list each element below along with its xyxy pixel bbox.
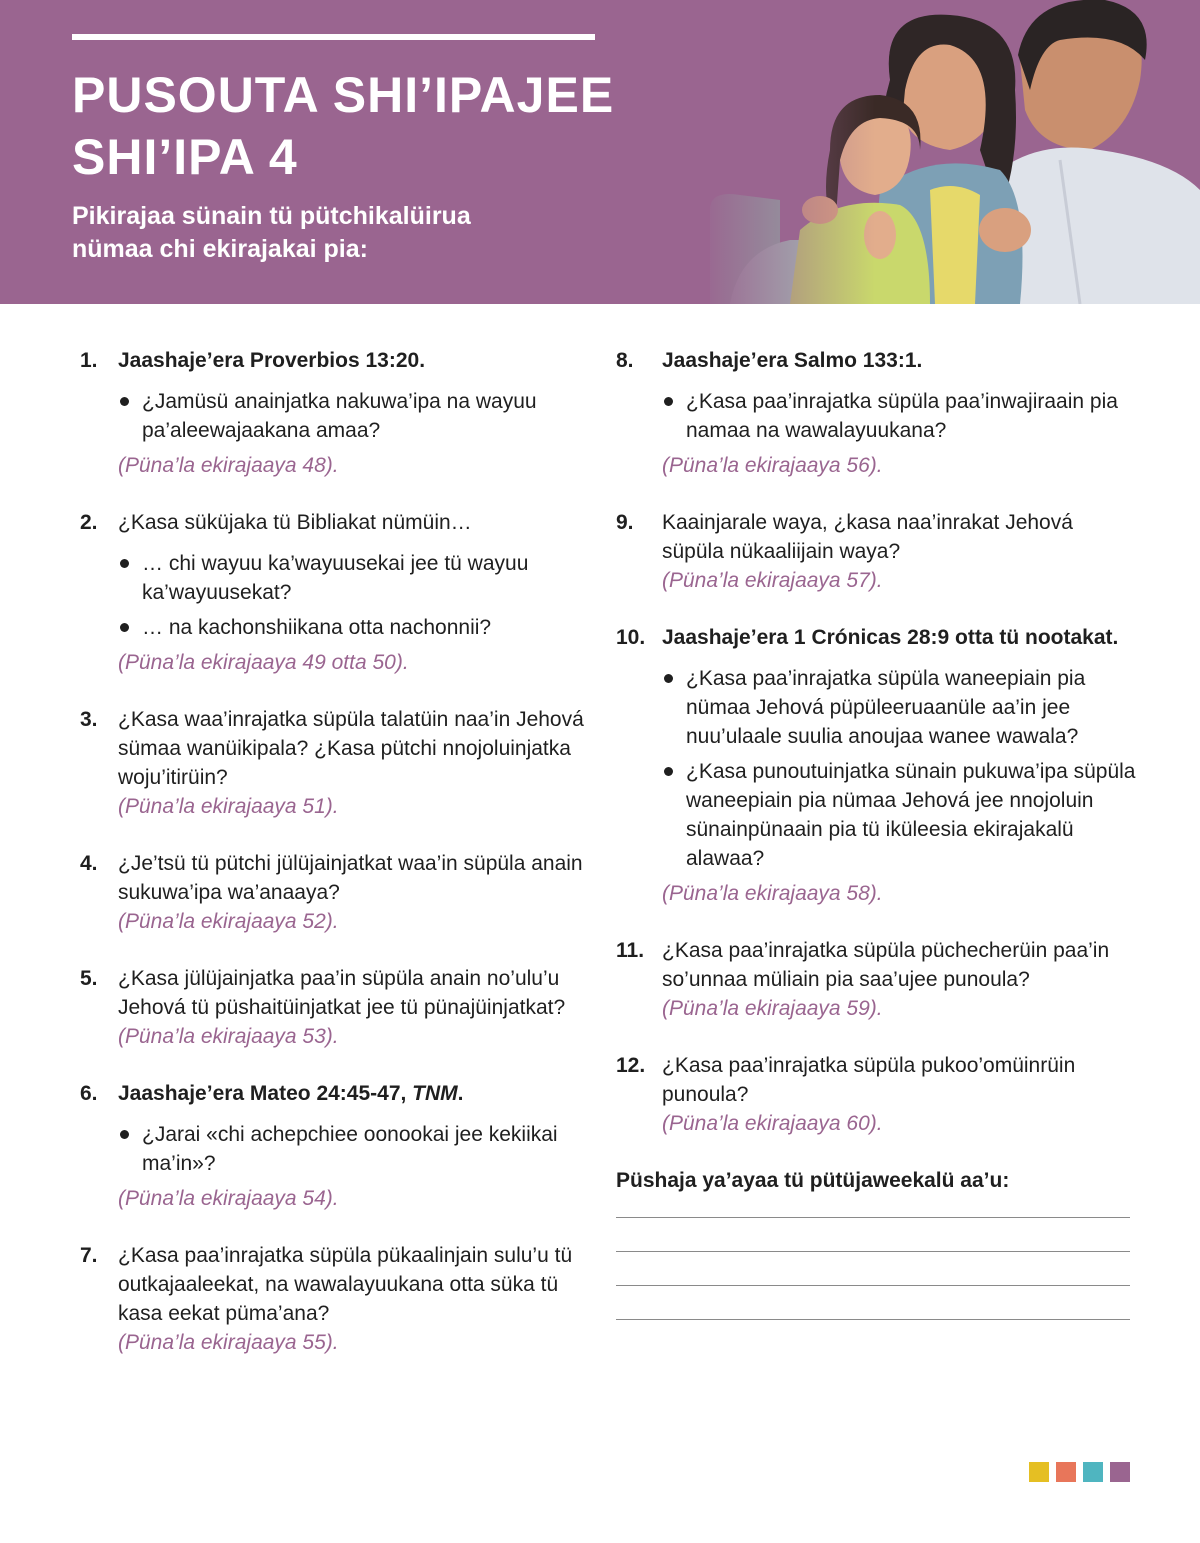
note-line[interactable] xyxy=(616,1285,1130,1286)
reference-note: (Püna’la ekirajaaya 54). xyxy=(118,1187,339,1210)
question-text: ¿Kasa paa’inrajatka süpüla püchecherüin paa’in so’unnaa müliain pia saa’ujee punoula? xyxy=(662,939,1110,991)
question-9 xyxy=(616,508,1136,595)
question-text: ¿Kasa paa’inrajatka süpüla pukoo’omüinrüin punoula? xyxy=(662,1054,1076,1106)
question-number: 11. xyxy=(616,939,645,962)
reference-note: (Püna’la ekirajaaya 51). xyxy=(118,795,339,818)
reference-note: (Püna’la ekirajaaya 52). xyxy=(118,910,339,933)
question-number: 1. xyxy=(80,349,98,372)
note-line[interactable] xyxy=(616,1319,1130,1320)
question-11 xyxy=(616,936,1136,1023)
question-number: 12. xyxy=(616,1054,646,1077)
reference-note: (Püna’la ekirajaaya 58). xyxy=(662,882,883,905)
questions-left-column xyxy=(80,346,600,1385)
sub-questions xyxy=(118,549,600,642)
question-number: 10. xyxy=(616,626,646,649)
question-number: 6. xyxy=(80,1082,98,1105)
family-praying-illustration xyxy=(700,0,1200,304)
reference-note: (Püna’la ekirajaaya 53). xyxy=(118,1025,339,1048)
questions-right-column xyxy=(616,346,1136,1353)
sub-questions xyxy=(662,387,1136,445)
sub-question: ¿Kasa paa’inrajatka süpüla waneepiain pia nümaa Jehová püpüleeruaanüle aa’in jee nuu’ulaale suulia anoujaa wanee wawala? xyxy=(662,664,1136,751)
question-2 xyxy=(80,508,600,677)
question-text: Jaashaje’era Proverbios 13:20. xyxy=(118,349,426,372)
sub-question: … chi wayuu ka’wayuusekai jee tü wayuu ka’wayuusekat? xyxy=(118,549,600,607)
question-10 xyxy=(616,623,1136,908)
reference-note: (Püna’la ekirajaaya 59). xyxy=(662,997,883,1020)
question-text-main: Jaashaje’era Mateo 24:45-47, xyxy=(118,1082,407,1105)
header-rule xyxy=(72,34,595,40)
question-1 xyxy=(80,346,600,480)
swatch-coral xyxy=(1056,1462,1076,1482)
header-banner xyxy=(0,0,1200,304)
question-number: 4. xyxy=(80,852,98,875)
sub-question: ¿Jarai «chi achepchiee oonookai jee kekiikai ma’in»? xyxy=(118,1120,600,1178)
question-text: ¿Kasa süküjaka tü Bibliakat nümüin… xyxy=(118,511,472,534)
notes-title: Püshaja ya’ayaa tü pütüjaweekalü aa’u: xyxy=(616,1169,1010,1192)
reference-note: (Püna’la ekirajaaya 60). xyxy=(662,1112,883,1135)
question-text-italic: TNM xyxy=(406,1082,458,1105)
question-text xyxy=(118,1082,464,1105)
sub-question: ¿Jamüsü anainjatka nakuwa’ipa na wayuu pa’aleewajaakana amaa? xyxy=(118,387,600,445)
swatch-teal xyxy=(1083,1462,1103,1482)
note-line[interactable] xyxy=(616,1217,1130,1218)
question-text: Jaashaje’era 1 Crónicas 28:9 otta tü nootakat. xyxy=(662,626,1119,649)
question-text: ¿Kasa jülüjainjatka paa’in süpüla anain no’ulu’u Jehová tü püshaitüinjatkat jee tü pünajüinjatkat? xyxy=(118,967,566,1019)
question-7 xyxy=(80,1241,600,1357)
swatch-yellow xyxy=(1029,1462,1049,1482)
question-text: ¿Kasa paa’inrajatka süpüla pükaalinjain sulu’u tü outkajaaleekat, na wawalayuukana otta süka tü kasa eekat püma’ana? xyxy=(118,1244,573,1325)
question-4 xyxy=(80,849,600,936)
question-3 xyxy=(80,705,600,821)
note-line[interactable] xyxy=(616,1251,1130,1252)
question-5 xyxy=(80,964,600,1051)
page-title xyxy=(72,64,614,188)
page-subtitle: Pikirajaa sünain tü pütchikalüirua nümaa chi ekirajakai pia: xyxy=(72,202,471,263)
title-line-2: SHI’IPA 4 xyxy=(72,129,298,185)
question-number: 9. xyxy=(616,511,634,534)
question-8 xyxy=(616,346,1136,480)
question-6 xyxy=(80,1079,600,1213)
question-text-end: . xyxy=(457,1082,464,1105)
question-number: 2. xyxy=(80,511,98,534)
question-number: 3. xyxy=(80,708,98,731)
swatch-purple xyxy=(1110,1462,1130,1482)
question-number: 7. xyxy=(80,1244,98,1267)
question-text: ¿Kasa waa’inrajatka süpüla talatüin naa’in Jehová sümaa wanüikipala? ¿Kasa pütchi nnojoluinjatka woju’itirüin? xyxy=(118,708,584,789)
question-text: ¿Je’tsü tü pütchi jülüjainjatkat waa’in süpüla anain sukuwa’ipa wa’anaaya? xyxy=(118,852,583,904)
sub-questions xyxy=(662,664,1136,873)
reference-note: (Püna’la ekirajaaya 56). xyxy=(662,454,883,477)
sub-questions xyxy=(118,387,600,445)
sub-question: … na kachonshiikana otta nachonnii? xyxy=(118,613,600,642)
sub-question: ¿Kasa punoutuinjatka sünain pukuwa’ipa süpüla waneepiain pia nümaa Jehová jee nnojoluin sünainpünaain pia tü iküleesia ekirajakalü alawaa? xyxy=(662,757,1136,873)
question-text: Jaashaje’era Salmo 133:1. xyxy=(662,349,923,372)
question-text: Kaainjarale waya, ¿kasa naa’inrakat Jehová süpüla nükaaliijain waya? xyxy=(662,511,1073,563)
reference-note: (Püna’la ekirajaaya 57). xyxy=(662,569,883,592)
question-12 xyxy=(616,1051,1136,1138)
question-number: 8. xyxy=(616,349,634,372)
title-line-1: PUSOUTA SHI’IPAJEE xyxy=(72,67,615,123)
reference-note: (Püna’la ekirajaaya 55). xyxy=(118,1331,339,1354)
sub-question: ¿Kasa paa’inrajatka süpüla paa’inwajiraain pia namaa na wawalayuukana? xyxy=(662,387,1136,445)
reference-note: (Püna’la ekirajaaya 48). xyxy=(118,454,339,477)
sub-questions xyxy=(118,1120,600,1178)
reference-note: (Püna’la ekirajaaya 49 otta 50). xyxy=(118,651,409,674)
question-number: 5. xyxy=(80,967,98,990)
